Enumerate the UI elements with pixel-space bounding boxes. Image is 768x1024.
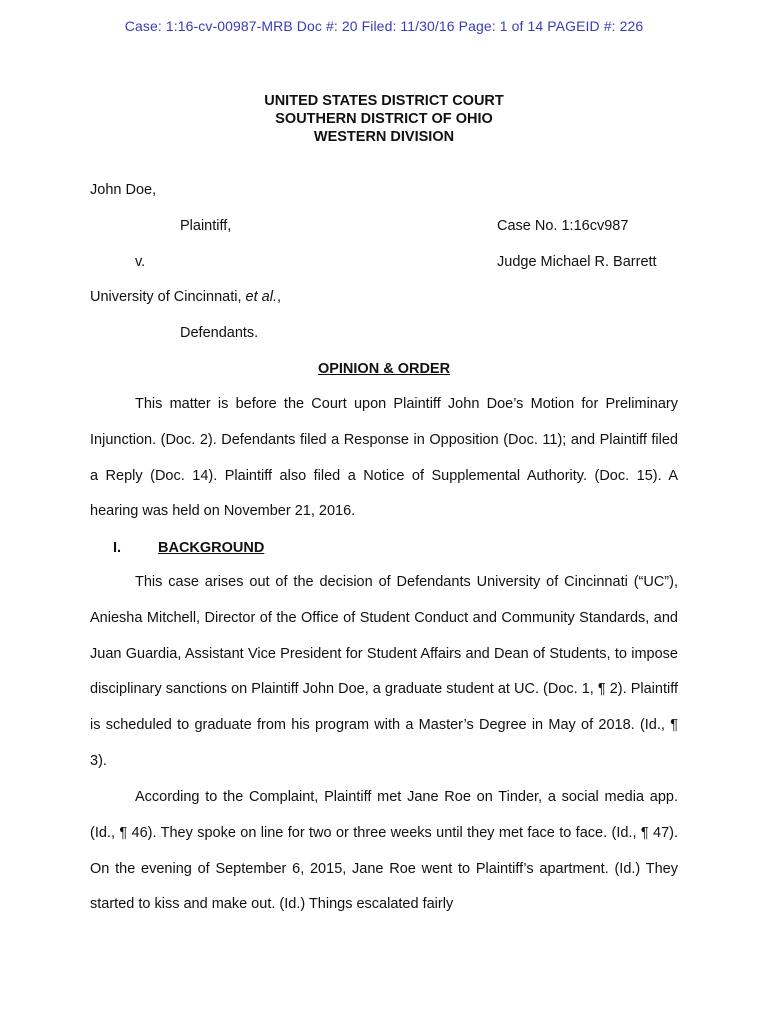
court-division: WESTERN DIVISION bbox=[313, 129, 455, 145]
court-name: UNITED STATES DISTRICT COURT bbox=[264, 93, 504, 109]
paragraph-complaint: According to the Complaint, Plaintiff met Jane Roe on Tinder, a social media app. (Id., ¶ 46). They spoke on line for two or three weeks until they met face to face. (Id., ¶ 47). On the evening of September 6, 2015, Jane Roe went to Plaintiff’s apartment. (Id.) They started to kiss and make out. (Id.) Things escalated fairly bbox=[90, 789, 678, 913]
case-number: Case No. 1:16cv987 bbox=[497, 218, 629, 234]
plaintiff-role: Plaintiff, bbox=[180, 218, 232, 234]
defendant-etal: et al. bbox=[245, 289, 277, 305]
judge-name: Judge Michael R. Barrett bbox=[497, 254, 657, 270]
document-title: OPINION & ORDER bbox=[317, 361, 451, 377]
case-header-stamp: Case: 1:16-cv-00987-MRB Doc #: 20 Filed: 11/30/16 Page: 1 of 14 PAGEID #: 226 bbox=[124, 18, 644, 34]
defendant-role: Defendants. bbox=[180, 325, 259, 341]
section-title: BACKGROUND bbox=[158, 540, 265, 556]
court-heading bbox=[0, 92, 768, 146]
defendant-comma: , bbox=[276, 289, 281, 305]
defendant-name bbox=[90, 289, 281, 305]
paragraph-intro: This matter is before the Court upon Plaintiff John Doe’s Motion for Preliminary Injunction. (Doc. 2). Defendants filed a Response in Opposition (Doc. 11); and Plaintiff filed a Reply (Doc. 14). Plaintiff also filed a Notice of Supplemental Authority. (Doc. 15). A hearing was held on November 21, 2016. bbox=[90, 396, 678, 520]
paragraph-background: This case arises out of the decision of Defendants University of Cincinnati (“UC”), Aniesha Mitchell, Director of the Office of Student Conduct and Community Standards, and Juan Guardia, Assistant Vice President for Student Affairs and Dean of Students, to impose disciplinary sanctions on Plaintiff John Doe, a graduate student at UC. (Doc. 1, ¶ 2). Plaintiff is scheduled to graduate from his program with a Master’s Degree in May of 2018. (Id., ¶ 3). bbox=[90, 574, 678, 769]
versus-label: v. bbox=[135, 254, 146, 270]
section-number: I. bbox=[113, 540, 122, 556]
plaintiff-name: John Doe, bbox=[90, 182, 157, 198]
section-heading bbox=[113, 540, 264, 556]
defendant-name-text: University of Cincinnati, bbox=[90, 289, 246, 305]
court-district: SOUTHERN DISTRICT OF OHIO bbox=[275, 111, 493, 127]
